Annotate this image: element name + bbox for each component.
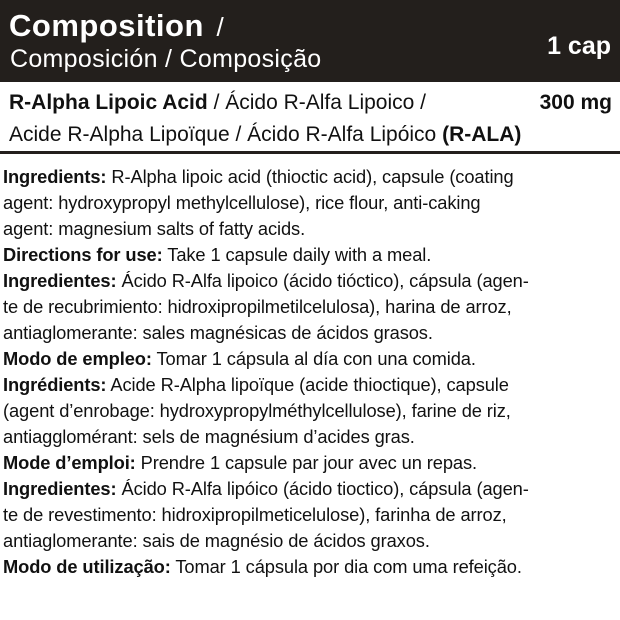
text-line: antiaglomerante: sales magnésicas de ácidos grasos. bbox=[3, 322, 433, 343]
text-line: Modo de utilização: Tomar 1 cápsula por dia com uma refeição. bbox=[3, 556, 522, 577]
ingredient-row bbox=[0, 82, 620, 154]
page-title: Composition bbox=[9, 8, 204, 43]
text-line: Ingredients: R-Alpha lipoic acid (thioctic acid), capsule (coating bbox=[3, 166, 514, 187]
text-line: te de recubrimiento: hidroxipropilmetilcelulosa), harina de arroz, bbox=[3, 296, 512, 317]
page-subtitle: Composición / Composição bbox=[10, 45, 322, 73]
ingredient-name-translations: / Ácido R-Alfa Lipoico / bbox=[207, 91, 426, 114]
text-line: Ingredientes: Ácido R-Alfa lipoico (ácido tióctico), cápsula (agen- bbox=[3, 270, 529, 291]
ingredient-amount: 300 mg bbox=[539, 91, 612, 114]
ingredient-name-line1 bbox=[9, 90, 426, 116]
text-line: agent: magnesium salts of fatty acids. bbox=[3, 218, 306, 239]
text-line: antiagglomérant: sels de magnésium d’acides gras. bbox=[3, 426, 415, 447]
text-line: (agent d’enrobage: hydroxypropylméthylcellulose), farine de riz, bbox=[3, 400, 511, 421]
ingredients-and-directions bbox=[3, 164, 617, 580]
text-line: Mode d’emploi: Prendre 1 capsule par jour avec un repas. bbox=[3, 452, 477, 473]
text-line: Modo de empleo: Tomar 1 cápsula al día con una comida. bbox=[3, 348, 476, 369]
ingredient-name-en: R-Alpha Lipoic Acid bbox=[9, 91, 208, 114]
text-line: agent: hydroxypropyl methylcellulose), rice flour, anti-caking bbox=[3, 192, 481, 213]
title-separator: / bbox=[216, 12, 224, 42]
text-line: Directions for use: Take 1 capsule daily with a meal. bbox=[3, 244, 432, 265]
text-line: te de revestimento: hidroxipropilmeticelulose), farinha de arroz, bbox=[3, 504, 507, 525]
text-line: Ingrédients: Acide R-Alpha lipoïque (acide thioctique), capsule bbox=[3, 374, 509, 395]
serving-size: 1 cap bbox=[547, 32, 611, 60]
text-line: Ingredientes: Ácido R-Alfa lipóico (ácido tioctico), cápsula (agen- bbox=[3, 478, 529, 499]
ingredient-name-translations-2: Acide R-Alpha Lipoïque / Ácido R-Alfa Lipóico bbox=[9, 123, 443, 146]
ingredient-abbreviation: (R-ALA) bbox=[442, 123, 522, 146]
title-line bbox=[9, 8, 224, 45]
text-line: antiaglomerante: sais de magnésio de ácidos graxos. bbox=[3, 530, 430, 551]
ingredient-name-line2 bbox=[9, 122, 521, 148]
composition-header bbox=[0, 0, 620, 82]
